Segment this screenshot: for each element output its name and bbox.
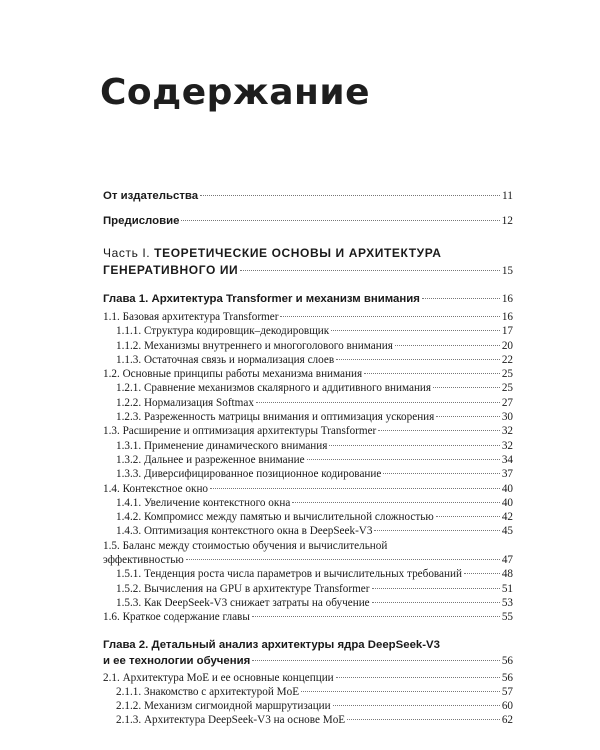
chapter-title-2: и ее технологии обучения [103, 654, 251, 667]
toc-entry-title: 2.1.1. Знакомство с архитектурой MoE [116, 685, 300, 698]
dot-leader [292, 502, 500, 503]
part-prefix: Часть I. [103, 246, 151, 260]
toc-entry[interactable] [103, 524, 513, 538]
chapter-title: Глава 2. Детальный анализ архитектуры ядра DeepSeek-V3 [103, 638, 440, 651]
toc-entry-title: 2.1.3. Архитектура DeepSeek-V3 на основе MoE [116, 714, 346, 727]
toc-page-number: 12 [501, 215, 513, 227]
toc-page-number: 60 [501, 700, 513, 713]
toc-page-number: 62 [501, 714, 513, 727]
toc-entry[interactable] [103, 699, 513, 713]
dot-leader [436, 416, 499, 417]
toc-entry[interactable] [103, 596, 513, 610]
toc-entry-title: 1.5.2. Вычисления на GPU в архитектуре Transformer [116, 582, 370, 595]
dot-leader [378, 430, 500, 431]
toc-entry-title: 2.1. Архитектура MoE и ее основные концепции [103, 671, 334, 684]
toc-entry[interactable] [103, 482, 513, 496]
toc-entry-title-2: эффективностью [103, 554, 184, 567]
toc-entry-continuation [103, 553, 513, 567]
toc-page-number: 34 [501, 453, 513, 466]
toc-entry-title: 1.4.2. Компромисс между памятью и вычислительной сложностью [116, 511, 434, 524]
toc-page-number: 32 [501, 425, 513, 438]
dot-leader [200, 195, 500, 196]
toc-page-number: 56 [501, 671, 513, 684]
part-title-line2 [103, 262, 513, 279]
toc-page-number: 22 [501, 353, 513, 366]
toc-entry[interactable] [103, 567, 513, 581]
toc-page-number: 47 [501, 554, 513, 567]
chapter-title-continuation [103, 653, 513, 669]
dot-leader [181, 220, 499, 221]
dot-leader [395, 345, 500, 346]
toc-page-number: 17 [501, 325, 513, 338]
toc-page-number: 42 [501, 511, 513, 524]
toc-entry[interactable] [103, 582, 513, 596]
dot-leader [436, 516, 500, 517]
toc-entry-title: 1.2.1. Сравнение механизмов скалярного и аддитивного внимания [116, 382, 432, 395]
toc-entry-title: 1.2.2. Нормализация Softmax [116, 396, 254, 409]
toc-page-number: 11 [502, 190, 513, 202]
toc-page-number: 40 [501, 496, 513, 509]
toc-entry-title: 1.5. Баланс между стоимостью обучения и вычислительной [103, 539, 388, 552]
dot-leader [372, 588, 500, 589]
toc-entry[interactable] [103, 339, 513, 353]
toc-entry[interactable] [103, 713, 513, 727]
toc-entry-title: 1.3.2. Дальнее и разреженное внимание [116, 453, 305, 466]
toc-entry-title: 1.6. Краткое содержание главы [103, 611, 250, 624]
toc-page-number: 30 [501, 411, 513, 424]
toc-page-number: 57 [501, 685, 513, 698]
toc-page-number: 40 [501, 482, 513, 495]
dot-leader [331, 330, 500, 331]
toc-entry[interactable] [103, 496, 513, 510]
toc-entry-title: 1.1.2. Механизмы внутреннего и многоголового внимания [116, 339, 393, 352]
toc-chapter-1[interactable] [103, 291, 513, 307]
toc-entry-title: 1.5.1. Тенденция роста числа параметров и вычислительных требований [116, 568, 462, 581]
toc-page-number: 16 [501, 311, 513, 323]
toc-entry[interactable] [103, 685, 513, 699]
dot-leader [336, 359, 500, 360]
chapter-2-entries [103, 671, 513, 728]
toc-page-number: 16 [501, 293, 513, 305]
toc-entry[interactable] [103, 671, 513, 685]
dot-leader [464, 573, 500, 574]
toc-page-number: 20 [501, 339, 513, 352]
toc-entry-publisher[interactable] [103, 188, 513, 204]
toc-entry[interactable] [103, 353, 513, 367]
dot-leader [186, 559, 500, 560]
toc-entry[interactable] [103, 367, 513, 381]
dot-leader [252, 616, 500, 617]
toc-page-number: 48 [501, 568, 513, 581]
toc-page-number: 51 [501, 582, 513, 595]
toc-entry[interactable] [103, 310, 513, 324]
toc-entry-1-5[interactable] [103, 539, 513, 568]
dot-leader [422, 298, 500, 299]
part-title-text: ТЕОРЕТИЧЕСКИЕ ОСНОВЫ И АРХИТЕКТУРА [154, 246, 442, 260]
table-of-contents [103, 188, 513, 728]
toc-page-number: 15 [501, 265, 513, 277]
dot-leader [347, 719, 500, 720]
toc-page-number: 56 [501, 654, 513, 667]
dot-leader [301, 691, 500, 692]
toc-page-number: 25 [501, 368, 513, 381]
toc-entry-title: 1.2.3. Разреженность матрицы внимания и оптимизация ускорения [116, 411, 435, 424]
dot-leader [240, 270, 500, 271]
dot-leader [329, 445, 499, 446]
toc-entry[interactable] [103, 467, 513, 481]
toc-entry[interactable] [103, 381, 513, 395]
chapter-1-entries-b [103, 567, 513, 624]
toc-entry[interactable] [103, 453, 513, 467]
toc-entry-title: 1.3. Расширение и оптимизация архитектуры Transformer [103, 425, 377, 438]
toc-entry-title: 1.1.1. Структура кодировщик–декодировщик [116, 325, 330, 338]
toc-entry-title: Предисловие [103, 215, 180, 227]
toc-entry-title: От издательства [103, 190, 199, 202]
dot-leader [210, 488, 500, 489]
dot-leader [364, 373, 500, 374]
part-title-line1 [103, 245, 513, 262]
toc-entry[interactable] [103, 439, 513, 453]
toc-entry-title: 1.2. Основные принципы работы механизма внимания [103, 368, 363, 381]
toc-page-number: 37 [501, 468, 513, 481]
toc-page-number: 25 [501, 382, 513, 395]
chapter-1-entries [103, 310, 513, 539]
toc-entry-title: 1.4.1. Увеличение контекстного окна [116, 496, 291, 509]
toc-page-number: 32 [501, 439, 513, 452]
toc-entry-title: 1.3.1. Применение динамического внимания [116, 439, 328, 452]
toc-page-number: 53 [501, 596, 513, 609]
toc-part-1[interactable] [103, 245, 513, 279]
chapter-title: Глава 1. Архитектура Transformer и механизм внимания [103, 293, 420, 305]
part-title-text-2: ГЕНЕРАТИВНОГО ИИ [103, 263, 239, 277]
dot-leader [256, 402, 500, 403]
dot-leader [252, 660, 500, 661]
dot-leader [383, 473, 499, 474]
toc-entry-title: 1.3.3. Диверсифицированное позиционное кодирование [116, 468, 382, 481]
dot-leader [307, 459, 500, 460]
toc-entry[interactable] [103, 410, 513, 424]
dot-leader [280, 316, 499, 317]
toc-entry[interactable] [103, 396, 513, 410]
toc-chapter-2[interactable] [103, 637, 513, 669]
dot-leader [333, 705, 500, 706]
toc-entry[interactable] [103, 424, 513, 438]
toc-page-number: 27 [501, 396, 513, 409]
toc-entry[interactable] [103, 510, 513, 524]
toc-entry-title: 1.5.3. Как DeepSeek-V3 снижает затраты на обучение [116, 596, 370, 609]
toc-entry-title: 1.1. Базовая архитектура Transformer [103, 311, 279, 323]
toc-entry-title: 1.4. Контекстное окно [103, 482, 209, 495]
dot-leader [374, 530, 499, 531]
dot-leader [336, 677, 500, 678]
toc-entry-title: 1.4.3. Оптимизация контекстного окна в DeepSeek-V3 [116, 525, 373, 538]
page-title: Содержание [100, 72, 371, 113]
dot-leader [433, 387, 500, 388]
toc-entry-title: 2.1.2. Механизм сигмоидной маршрутизации [116, 700, 331, 713]
dot-leader [372, 602, 500, 603]
toc-entry[interactable] [103, 324, 513, 338]
toc-entry-preface[interactable] [103, 213, 513, 229]
toc-page-number: 45 [501, 525, 513, 538]
toc-entry[interactable] [103, 610, 513, 624]
toc-page-number: 55 [501, 611, 513, 624]
toc-entry-title: 1.1.3. Остаточная связь и нормализация слоев [116, 353, 335, 366]
